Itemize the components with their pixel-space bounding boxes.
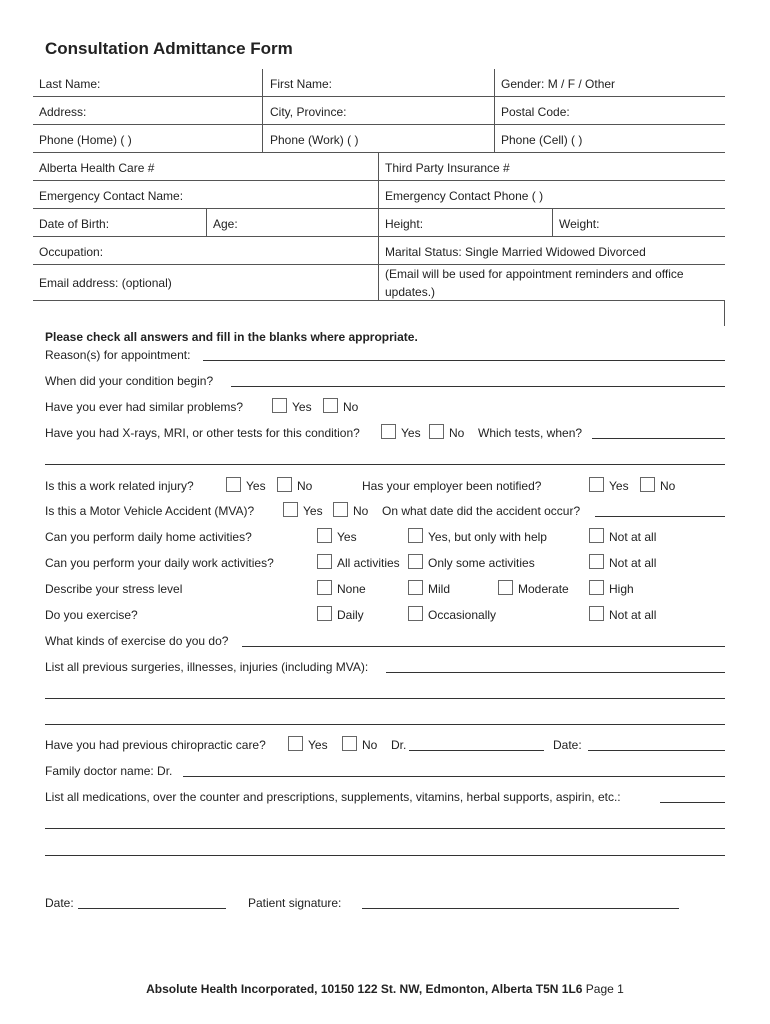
phone-cell-field[interactable]: Phone (Cell) ( ) <box>501 133 583 147</box>
option-label: Yes <box>609 479 629 493</box>
age-field[interactable]: Age: <box>213 217 238 231</box>
option-label: Yes <box>308 738 328 752</box>
address-field[interactable]: Address: <box>39 105 87 119</box>
surgeries-label: List all previous surgeries, illnesses, injuries (including MVA): <box>45 660 369 674</box>
phone-home-field[interactable]: Phone (Home) ( ) <box>39 133 132 147</box>
which-tests-input-line-2[interactable] <box>45 464 725 465</box>
table-column-divider <box>262 69 263 152</box>
option-label: Daily <box>337 608 364 622</box>
page-footer <box>0 982 770 996</box>
chiro-dr-label: Dr. <box>391 738 407 752</box>
option-label: No <box>353 504 369 518</box>
option-label: All activities <box>337 556 400 570</box>
chiro-no-checkbox[interactable] <box>342 736 357 751</box>
postal-code-field[interactable]: Postal Code: <box>501 105 570 119</box>
instructions-heading: Please check all answers and fill in the blanks where appropriate. <box>45 330 418 344</box>
xrays-label: Have you had X-rays, MRI, or other tests for this condition? <box>45 426 360 440</box>
email-note: updates.) <box>385 285 436 299</box>
signature-date-input-line[interactable] <box>78 908 226 909</box>
stress-mild-checkbox[interactable] <box>408 580 423 595</box>
option-label: No <box>449 426 465 440</box>
email-note: (Email will be used for appointment reminders and office <box>385 267 684 281</box>
table-corner-mark <box>724 300 725 326</box>
table-divider <box>33 236 725 237</box>
medications-label: List all medications, over the counter and prescriptions, supplements, vitamins, herbal supports, aspirin, etc.: <box>45 790 621 804</box>
occupation-field[interactable]: Occupation: <box>39 245 104 259</box>
footer-page-number: Page 1 <box>585 982 624 996</box>
family-doctor-input-line[interactable] <box>183 776 725 777</box>
work-injury-no-checkbox[interactable] <box>277 477 292 492</box>
option-label: Moderate <box>518 582 569 596</box>
exercise-occasionally-checkbox[interactable] <box>408 606 423 621</box>
phone-work-field[interactable]: Phone (Work) ( ) <box>270 133 359 147</box>
table-column-divider <box>378 152 379 300</box>
surgeries-input-line-2[interactable] <box>45 698 725 699</box>
table-divider <box>33 264 725 265</box>
accident-date-label: On what date did the accident occur? <box>382 504 581 518</box>
option-label: Yes <box>303 504 323 518</box>
signature-date-label: Date: <box>45 896 74 910</box>
daily-home-yes-checkbox[interactable] <box>317 528 332 543</box>
daily-home-help-checkbox[interactable] <box>408 528 423 543</box>
option-label: High <box>609 582 634 596</box>
date-of-birth-field[interactable]: Date of Birth: <box>39 217 110 231</box>
employer-notified-label: Has your employer been notified? <box>362 479 542 493</box>
exercise-kinds-label: What kinds of exercise do you do? <box>45 634 229 648</box>
option-label: No <box>297 479 313 493</box>
footer-address: Absolute Health Incorporated, 10150 122 St. NW, Edmonton, Alberta T5N 1L6 <box>146 982 583 996</box>
xrays-yes-checkbox[interactable] <box>381 424 396 439</box>
table-column-divider <box>494 69 495 152</box>
option-label: No <box>660 479 676 493</box>
email-field[interactable]: Email address: (optional) <box>39 276 172 290</box>
chiro-yes-checkbox[interactable] <box>288 736 303 751</box>
weight-field[interactable]: Weight: <box>559 217 600 231</box>
gender-field[interactable]: Gender: M / F / Other <box>501 77 616 91</box>
exercise-kinds-input-line[interactable] <box>242 646 725 647</box>
stress-level-label: Describe your stress level <box>45 582 183 596</box>
city-province-field[interactable]: City, Province: <box>270 105 347 119</box>
table-divider <box>33 152 725 153</box>
exercise-not-checkbox[interactable] <box>589 606 604 621</box>
condition-begin-input-line[interactable] <box>231 386 725 387</box>
which-tests-input-line[interactable] <box>592 438 725 439</box>
family-doctor-label: Family doctor name: Dr. <box>45 764 173 778</box>
option-label: Yes <box>337 530 357 544</box>
chiro-date-label: Date: <box>553 738 582 752</box>
exercise-daily-checkbox[interactable] <box>317 606 332 621</box>
reasons-label: Reason(s) for appointment: <box>45 348 191 362</box>
mva-yes-checkbox[interactable] <box>283 502 298 517</box>
condition-begin-label: When did your condition begin? <box>45 374 214 388</box>
form-title: Consultation Admittance Form <box>45 39 293 58</box>
daily-home-not-checkbox[interactable] <box>589 528 604 543</box>
stress-high-checkbox[interactable] <box>589 580 604 595</box>
daily-work-all-checkbox[interactable] <box>317 554 332 569</box>
table-divider <box>33 180 725 181</box>
work-injury-label: Is this a work related injury? <box>45 479 194 493</box>
option-label: Not at all <box>609 556 657 570</box>
daily-work-not-checkbox[interactable] <box>589 554 604 569</box>
similar-no-checkbox[interactable] <box>323 398 338 413</box>
option-label: Only some activities <box>428 556 535 570</box>
last-name-field[interactable]: Last Name: <box>39 77 101 91</box>
option-label: Not at all <box>609 530 657 544</box>
surgeries-input-line-3[interactable] <box>45 724 725 725</box>
option-label: None <box>337 582 366 596</box>
option-label: Occasionally <box>428 608 497 622</box>
exercise-label: Do you exercise? <box>45 608 138 622</box>
employer-no-checkbox[interactable] <box>640 477 655 492</box>
option-label: Yes <box>401 426 421 440</box>
option-label: No <box>343 400 359 414</box>
option-label: No <box>362 738 378 752</box>
emergency-contact-name-field[interactable]: Emergency Contact Name: <box>39 189 184 203</box>
option-label: Yes <box>246 479 266 493</box>
option-label: Yes, but only with help <box>428 530 547 544</box>
daily-home-label: Can you perform daily home activities? <box>45 530 252 544</box>
daily-work-label: Can you perform your daily work activities? <box>45 556 274 570</box>
accident-date-input-line[interactable] <box>595 516 725 517</box>
medications-input-line-3[interactable] <box>45 855 725 856</box>
option-label: Mild <box>428 582 451 596</box>
which-tests-label: Which tests, when? <box>478 426 583 440</box>
mva-no-checkbox[interactable] <box>333 502 348 517</box>
table-divider <box>33 208 725 209</box>
option-label: Not at all <box>609 608 657 622</box>
marital-status-field[interactable]: Marital Status: Single Married Widowed Divorced <box>385 245 646 259</box>
medications-input-line-2[interactable] <box>45 828 725 829</box>
option-label: Yes <box>292 400 312 414</box>
employer-yes-checkbox[interactable] <box>589 477 604 492</box>
similar-yes-checkbox[interactable] <box>272 398 287 413</box>
height-field[interactable]: Height: <box>385 217 424 231</box>
table-divider <box>33 124 725 125</box>
work-injury-yes-checkbox[interactable] <box>226 477 241 492</box>
health-care-field[interactable]: Alberta Health Care # <box>39 161 155 175</box>
table-column-divider <box>552 208 553 236</box>
reasons-input-line[interactable] <box>203 360 725 361</box>
surgeries-input-line[interactable] <box>386 672 725 673</box>
table-column-divider <box>206 208 207 236</box>
stress-moderate-checkbox[interactable] <box>498 580 513 595</box>
medications-input-line[interactable] <box>660 802 725 803</box>
third-party-insurance-field[interactable]: Third Party Insurance # <box>385 161 510 175</box>
table-divider <box>33 96 725 97</box>
patient-signature-input-line[interactable] <box>362 908 679 909</box>
chiro-dr-input-line[interactable] <box>409 750 544 751</box>
emergency-contact-phone-field[interactable]: Emergency Contact Phone ( ) <box>385 189 544 203</box>
chiropractic-label: Have you had previous chiropractic care? <box>45 738 266 752</box>
patient-signature-label: Patient signature: <box>248 896 342 910</box>
table-divider <box>33 300 725 301</box>
first-name-field[interactable]: First Name: <box>270 77 333 91</box>
mva-label: Is this a Motor Vehicle Accident (MVA)? <box>45 504 255 518</box>
chiro-date-input-line[interactable] <box>588 750 725 751</box>
xrays-no-checkbox[interactable] <box>429 424 444 439</box>
similar-problems-label: Have you ever had similar problems? <box>45 400 244 414</box>
stress-none-checkbox[interactable] <box>317 580 332 595</box>
daily-work-some-checkbox[interactable] <box>408 554 423 569</box>
